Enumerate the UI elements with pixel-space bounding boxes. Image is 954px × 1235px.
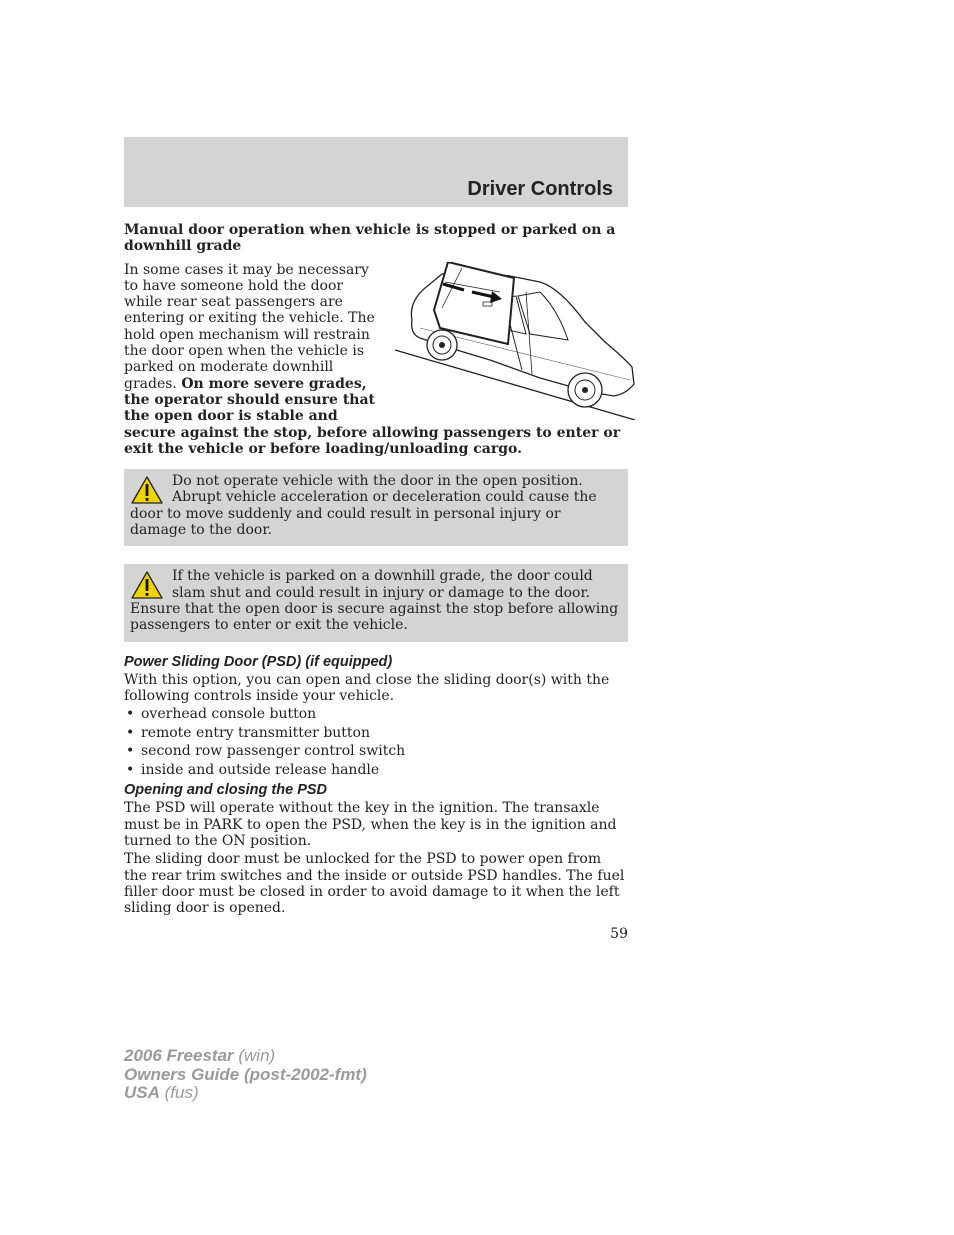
manual-door-heading: Manual door operation when vehicle is stopped or parked on a downhill grade — [124, 222, 616, 255]
warning-box-open-door — [124, 469, 628, 546]
list-item: • overhead console button — [124, 706, 628, 722]
list-item: • remote entry transmitter button — [124, 725, 628, 741]
psd-controls-list — [124, 706, 628, 778]
warning-box-downhill — [124, 564, 628, 641]
page-content — [124, 222, 628, 919]
section-title: Driver Controls — [467, 178, 613, 200]
opening-para-2: The sliding door must be unlocked for the PSD to power open from the rear trim switches and the inside or outside PSD handles. The fuel filler door must be closed in order to avoid damage to it when the left sliding door is opened. — [124, 851, 625, 917]
psd-intro: With this option, you can open and close the sliding door(s) with the following controls inside your vehicle. — [124, 671, 610, 705]
manual-door-body-emphasis: On more severe grades, the operator should ensure that the open door is stable and secure against the stop, before allowing passengers to enter or exit the vehicle or before loading/unloading cargo. — [124, 375, 621, 457]
footer-line-2: Owners Guide (post-2002-fmt) — [124, 1064, 367, 1084]
manual-door-body-text: In some cases it may be necessary to have someone hold the door while rear seat passengers are entering or exiting the vehicle. The hold open mechanism will restrain the door open when the vehicle is parked on moderate downhill grades. — [124, 261, 375, 392]
page-number: 59 — [610, 926, 628, 942]
list-item: • second row passenger control switch — [124, 743, 628, 759]
psd-heading: Power Sliding Door (PSD) (if equipped) — [124, 653, 393, 670]
list-item: • inside and outside release handle — [124, 762, 628, 778]
warning-triangle-icon — [130, 570, 164, 600]
section-header-band — [124, 137, 628, 207]
warning-triangle-icon — [130, 475, 164, 505]
minivan-sliding-door-illustration — [390, 262, 640, 420]
footer-line-3: USA (fus) — [124, 1083, 199, 1102]
footer-line-1: 2006 Freestar (win) — [124, 1046, 276, 1065]
warning-text-open-door: Do not operate vehicle with the door in the open position. Abrupt vehicle acceleration or deceleration could cause the door to move suddenly and could result in personal injury or damage to the door. — [130, 473, 597, 539]
opening-para-1: The PSD will operate without the key in the ignition. The transaxle must be in PARK to open the PSD, when the key is in the ignition and turned to the ON position. — [124, 800, 617, 850]
warning-text-downhill: If the vehicle is parked on a downhill grade, the door could slam shut and could result in injury or damage to the door. Ensure that the open door is secure against the stop before allowing passengers to enter or exit the vehicle. — [130, 568, 619, 634]
document-footer — [124, 1047, 367, 1103]
opening-closing-heading: Opening and closing the PSD — [124, 782, 328, 799]
